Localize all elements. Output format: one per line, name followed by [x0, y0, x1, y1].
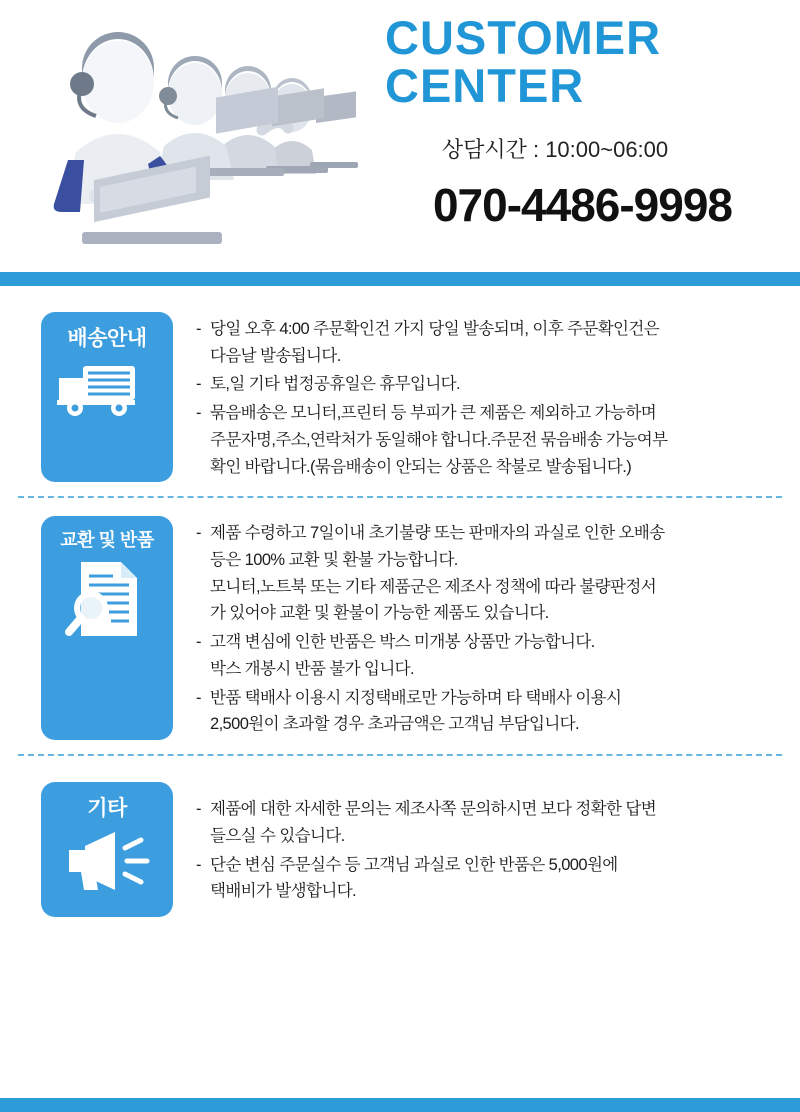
section-exchange-return-content — [188, 516, 782, 740]
call-center-agents-illustration — [10, 10, 360, 262]
bullet-item — [196, 685, 782, 738]
bullet-line: 단순 변심 주문실수 등 고객님 과실로 인한 반품은 5,000원에 — [210, 855, 618, 874]
bullet-item — [196, 316, 782, 369]
section-divider — [18, 496, 782, 498]
bullet-item — [196, 520, 782, 627]
bullet-dash: - — [196, 855, 201, 874]
title-line-1: CUSTOMER — [385, 11, 662, 64]
bullet-line: 제품에 대한 자세한 문의는 제조사쪽 문의하시면 보다 정확한 답변 — [210, 800, 657, 819]
document-magnifier-icon — [47, 558, 167, 647]
badge-column — [18, 312, 188, 482]
megaphone-icon — [47, 828, 167, 903]
badge-label: 기타 — [87, 797, 127, 821]
bullet-line: 다음날 발송됩니다. — [210, 346, 341, 365]
bullet-line: 가 있어야 교환 및 환불이 가능한 제품도 있습니다. — [210, 604, 549, 623]
consult-hours: 상담시간 : 10:00~06:00 — [441, 136, 669, 162]
badge-column — [18, 516, 188, 740]
bullet-item — [196, 629, 782, 682]
bullet-line: 들으실 수 있습니다. — [210, 826, 345, 845]
section-shipping — [0, 298, 800, 492]
section-etc-content — [188, 782, 782, 917]
bullet-dash: - — [196, 688, 201, 707]
header-text-block — [385, 11, 785, 232]
bullet-line: 등은 100% 교환 및 환불 가능합니다. — [210, 551, 458, 570]
bullet-line: 확인 바랍니다.(묶음배송이 안되는 상품은 착불로 발송됩니다.) — [210, 457, 632, 476]
footer-divider-bar — [0, 1098, 800, 1112]
bullet-text — [210, 629, 782, 682]
bullet-dash: - — [196, 524, 201, 543]
badge-shipping — [41, 312, 173, 482]
bullet-dash: - — [196, 320, 201, 338]
section-exchange-return — [0, 502, 800, 750]
header-divider-bar — [0, 272, 800, 286]
bullet-line: 2,500원이 초과할 경우 초과금액은 고객님 부담입니다. — [210, 715, 579, 734]
bullet-item — [196, 852, 782, 905]
bullet-item — [196, 796, 782, 849]
bullet-line: 당일 오후 4:00 주문확인건 가지 당일 발송되며, 이후 주문확인건은 — [210, 320, 660, 338]
bullet-line: 반품 택배사 이용시 지정택배로만 가능하며 타 택배사 이용시 — [210, 688, 622, 707]
badge-column — [18, 782, 188, 917]
bullet-line: 제품 수령하고 7일이내 초기불량 또는 판매자의 과실로 인한 오배송 — [210, 524, 665, 543]
bullet-text — [210, 796, 782, 849]
bullet-item — [196, 400, 782, 480]
badge-exchange-return — [41, 516, 173, 740]
bullet-line: 모니터,노트북 또는 기타 제품군은 제조사 정책에 따라 불량판정서 — [210, 577, 657, 596]
section-etc — [0, 760, 800, 927]
bullet-line: 택배비가 발생합니다. — [210, 882, 357, 901]
bullet-line: 토,일 기타 법정공휴일은 휴무입니다. — [210, 375, 461, 394]
bullet-dash: - — [196, 633, 201, 652]
badge-label: 배송안내 — [67, 327, 147, 350]
bullet-line: 박스 개봉시 반품 불가 입니다. — [210, 659, 414, 678]
bullet-dash: - — [196, 800, 201, 819]
title-line-2: CENTER — [385, 59, 585, 113]
bullet-line: 묶음배송은 모니터,프린터 등 부피가 큰 제품은 제외하고 가능하며 — [210, 404, 657, 423]
bullet-text — [210, 400, 782, 480]
bullet-line: 주문자명,주소,연락처가 동일해야 합니다.주문전 묶음배송 가능여부 — [210, 430, 668, 449]
bullet-dash: - — [196, 404, 201, 423]
bullet-dash: - — [196, 375, 201, 394]
delivery-truck-icon — [47, 358, 167, 425]
phone-number[interactable]: 070-4486-9998 — [432, 178, 733, 231]
bullet-text — [210, 371, 782, 398]
badge-label: 교환 및 반품 — [60, 530, 154, 551]
bullet-text — [210, 316, 782, 369]
bullet-line: 고객 변심에 인한 반품은 박스 미개봉 상품만 가능합니다. — [210, 633, 595, 652]
badge-etc — [41, 782, 173, 917]
bullet-text — [210, 685, 782, 738]
page-title — [385, 11, 785, 113]
section-divider — [18, 754, 782, 756]
page-header — [0, 0, 800, 272]
bullet-text — [210, 520, 782, 627]
bullet-item — [196, 371, 782, 398]
bullet-text — [210, 852, 782, 905]
section-shipping-content — [188, 312, 782, 482]
spacer — [0, 286, 800, 298]
